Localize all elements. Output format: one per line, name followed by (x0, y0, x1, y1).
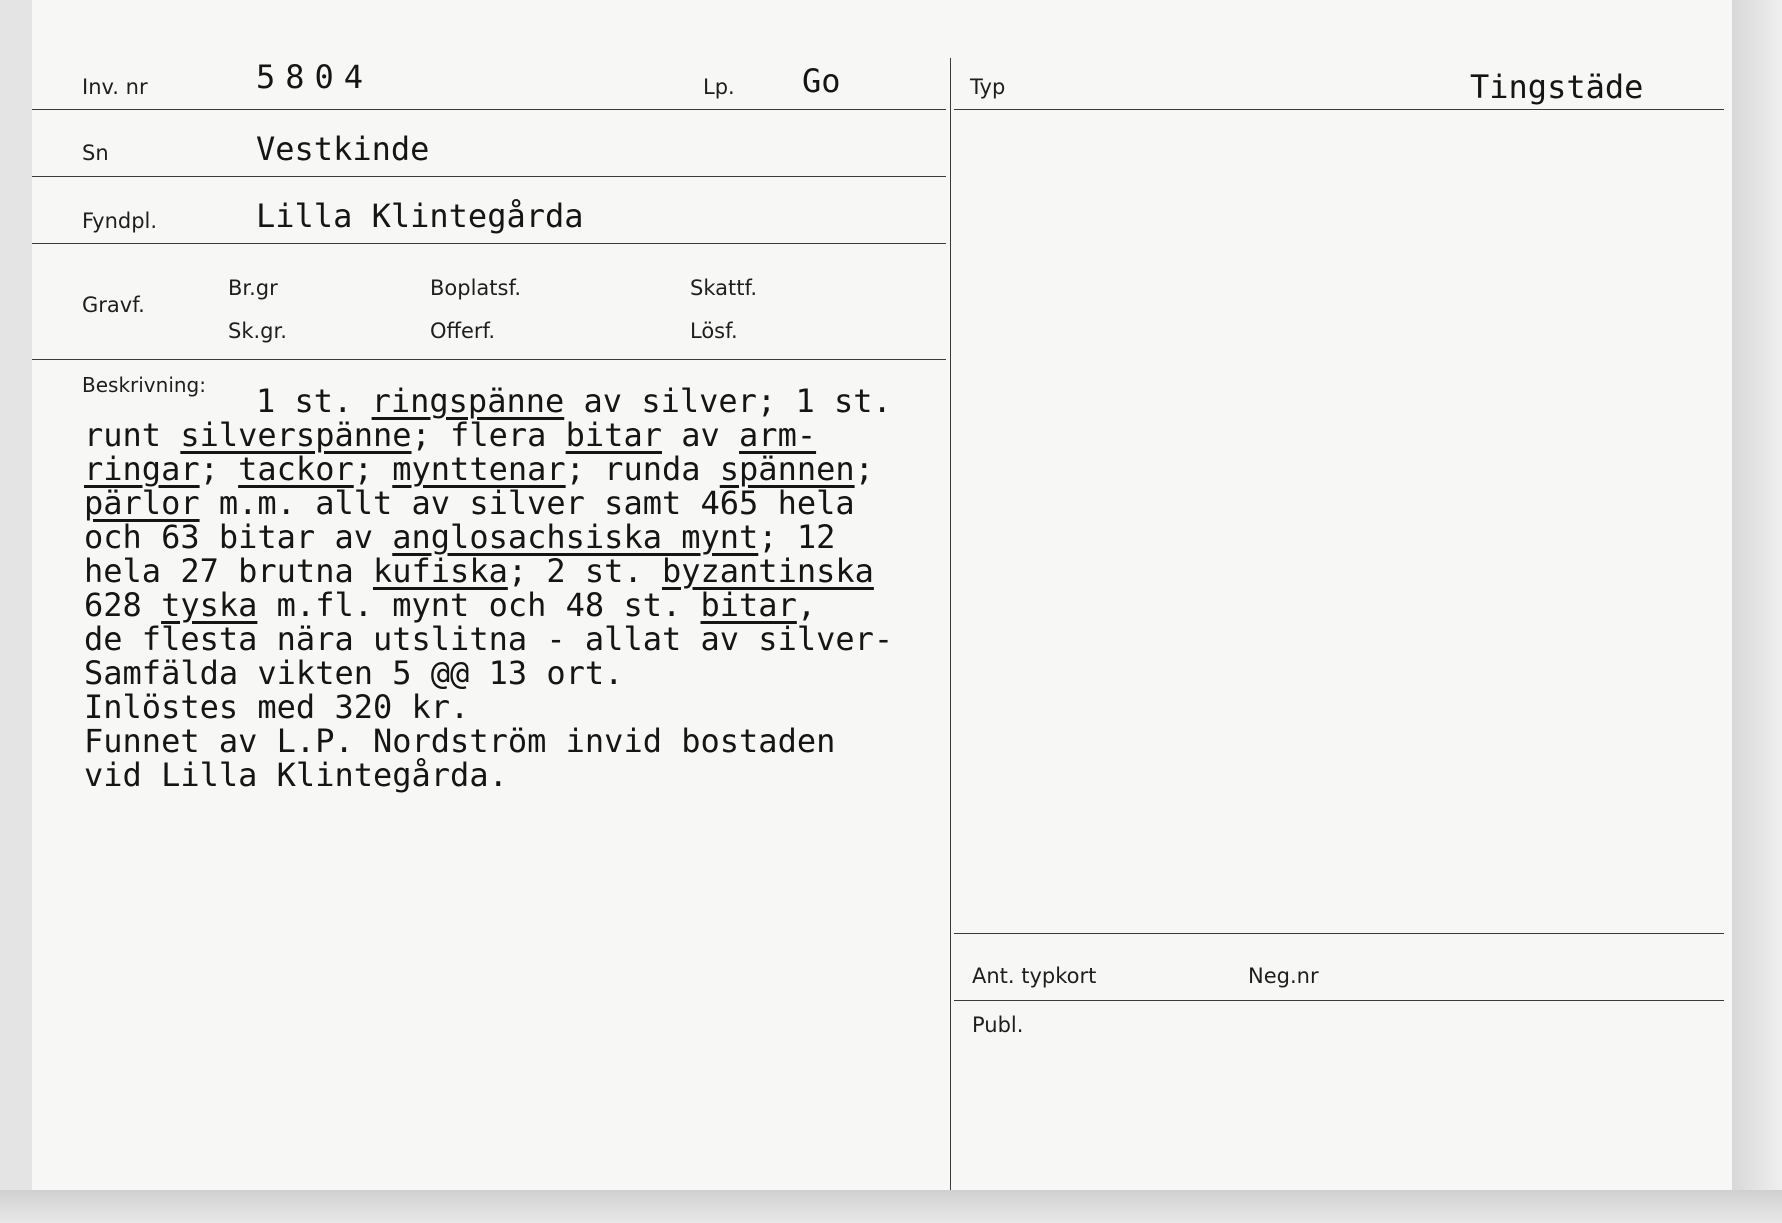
underlined-term: silverspänne (180, 416, 412, 454)
underlined-term: mynttenar (392, 450, 566, 488)
description-segment: @@ (430, 654, 470, 692)
rule-typ (954, 109, 1724, 110)
description-segment: hela 27 brutna (84, 552, 373, 590)
description-text (84, 384, 984, 792)
underlined-term: ringar (84, 450, 200, 488)
gravf-label: Gravf. (82, 293, 145, 317)
underlined-term: spännen (719, 450, 855, 488)
description-segment: runt (84, 416, 181, 454)
description-segment: m.m. allt av silver samt 465 hela (199, 484, 855, 522)
description-segment: Samfälda vikten 5 (84, 654, 431, 692)
description-line (84, 418, 984, 452)
rule-ant-bottom (954, 1000, 1724, 1001)
fyndpl-value: Lilla Klintegårda (256, 197, 584, 235)
description-segment: de flesta nära utslitna - allat av silver- (84, 620, 894, 658)
rule-sn (32, 176, 946, 177)
description-segment: vid Lilla Klintegårda. (84, 756, 508, 794)
description-line (84, 452, 984, 486)
card-shadow-right (1732, 0, 1782, 1223)
underlined-term: bitar (700, 586, 797, 624)
description-line (84, 588, 984, 622)
underlined-term: tackor (238, 450, 354, 488)
underlined-term: byzantinska (661, 552, 874, 590)
rule-fyndpl (32, 243, 946, 244)
underlined-term: bitar (565, 416, 662, 454)
description-segment: 1 st. (256, 382, 372, 420)
description-segment: ; flera (411, 416, 566, 454)
sn-label: Sn (82, 141, 109, 165)
underlined-term: kufiska (372, 552, 508, 590)
description-line (84, 520, 984, 554)
rule-ant-top (954, 933, 1724, 934)
typ-value: Tingstäde (1470, 68, 1644, 106)
skgr-label: Sk.gr. (228, 319, 287, 343)
description-line (84, 486, 984, 520)
underlined-term: ringspänne (371, 382, 565, 420)
negnr-label: Neg.nr (1248, 964, 1319, 988)
description-segment: ; runda (565, 450, 720, 488)
description-segment: ; 2 st. (507, 552, 662, 590)
lp-label: Lp. (703, 75, 735, 99)
description-segment: m.fl. mynt och 48 st. (257, 586, 701, 624)
description-line (84, 690, 984, 724)
description-segment: ; 12 (758, 518, 836, 556)
description-line (84, 384, 984, 418)
ant-typkort-label: Ant. typkort (972, 964, 1097, 988)
typ-label: Typ (970, 75, 1006, 99)
description-segment: ; (854, 450, 874, 488)
underlined-term: arm- (739, 416, 817, 454)
description-line (84, 622, 984, 656)
inv-nr-label: Inv. nr (82, 75, 148, 99)
underlined-term: pärlor (84, 484, 200, 522)
lp-value: Go (802, 62, 841, 100)
card-shadow-bottom (0, 1190, 1782, 1223)
sn-value: Vestkinde (256, 130, 430, 168)
skattf-label: Skattf. (690, 276, 757, 300)
fyndpl-label: Fyndpl. (82, 209, 158, 233)
description-segment: Inlöstes med 320 kr. (84, 688, 470, 726)
publ-label: Publ. (972, 1013, 1024, 1037)
description-segment: 13 ort. (469, 654, 624, 692)
rule-inv (32, 109, 946, 110)
description-segment: av silver; 1 st. (564, 382, 892, 420)
beskrivning-label: Beskrivning: (82, 373, 206, 397)
description-line (84, 724, 984, 758)
description-line (84, 758, 984, 792)
description-segment: , (796, 586, 817, 624)
boplatsf-label: Boplatsf. (430, 276, 522, 300)
description-segment: Funnet av L.P. Nordström invid bostaden (84, 722, 836, 760)
underlined-term: anglosachsiska mynt (392, 518, 759, 556)
description-segment: av (661, 416, 740, 454)
description-segment: 628 (84, 586, 162, 624)
description-segment: och 63 bitar av (84, 518, 393, 556)
inv-nr-value: 5804 (256, 58, 374, 96)
brgr-label: Br.gr (228, 276, 278, 300)
offerf-label: Offerf. (430, 319, 496, 343)
description-line (84, 656, 984, 690)
description-segment: ; (199, 450, 239, 488)
rule-gravf (32, 359, 946, 360)
losf-label: Lösf. (690, 319, 738, 343)
underlined-term: tyska (161, 586, 258, 624)
description-segment: ; (353, 450, 393, 488)
description-line (84, 554, 984, 588)
